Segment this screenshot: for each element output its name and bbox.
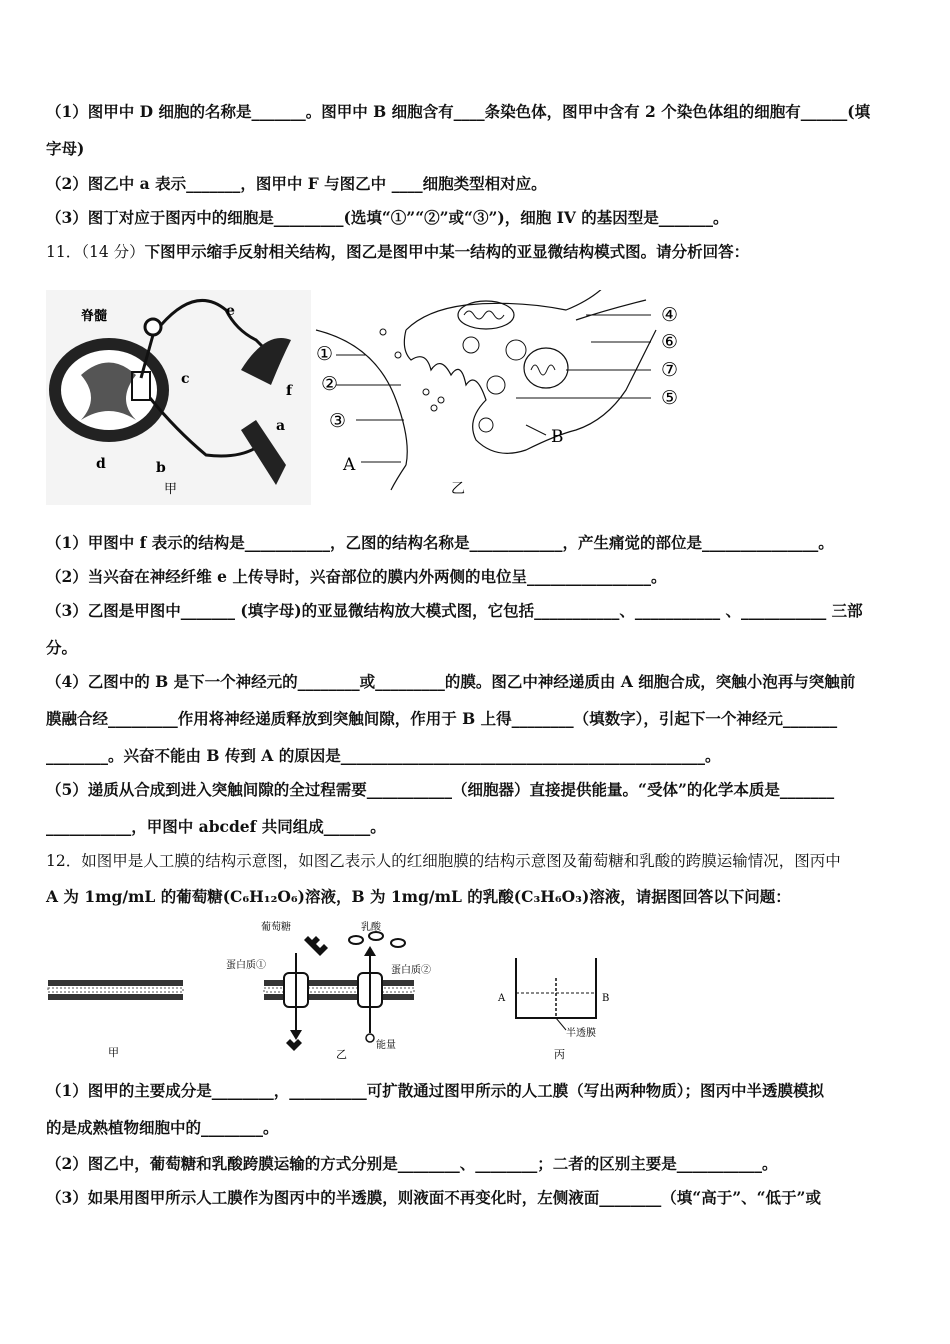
q11-sub2: （2）当兴奋在神经纤维 e 上传导时，兴奋部位的膜内外两侧的电位呈________________。 xyxy=(46,567,667,586)
vesicle-small-1 xyxy=(380,329,386,335)
caption-12-jia: 甲 xyxy=(108,1046,119,1059)
label-d: d xyxy=(96,456,106,472)
label-a: a xyxy=(276,418,286,434)
q12-stem-line2: A 为 1mg/mL 的葡萄糖(C₆H₁₂O₆)溶液，B 为 1mg/mL 的乳酸(C₃H₆O₃)溶液，请据图回答以下问题： xyxy=(46,887,791,906)
artificial-membrane-tails xyxy=(48,988,183,992)
vesicle-small-2 xyxy=(395,352,401,358)
figure-11-yi xyxy=(316,290,678,497)
label-lactate: 乳酸 xyxy=(361,922,381,933)
caption-jia: 甲 xyxy=(164,482,178,497)
vesicle-small-3 xyxy=(423,389,429,395)
label-spinal-cord: 脊髓 xyxy=(81,309,108,324)
caption-12-bing: 丙 xyxy=(554,1048,565,1061)
label-n1: ① xyxy=(316,343,334,365)
label-12-B: B xyxy=(602,993,610,1004)
label-n6: ⑥ xyxy=(661,331,679,353)
label-A: A xyxy=(343,455,356,475)
vesicle-2 xyxy=(506,340,526,360)
mitochondrion-2 xyxy=(524,348,568,388)
label-membrane: 半透膜 xyxy=(566,1028,596,1039)
vesicle-3 xyxy=(487,376,505,394)
q12-stem-line1: 12．如图甲是人工膜的结构示意图，如图乙表示人的红细胞膜的结构示意图及葡萄糖和乳酸的跨膜运输情况，图丙中 xyxy=(46,852,841,870)
lactate-molecule-1 xyxy=(349,936,363,944)
vesicle-1 xyxy=(463,337,479,353)
q12-sub3: （3）如果用图甲所示人工膜作为图丙中的半透膜，则液面不再变化时，左侧液面________（填“高于”、“低于”或 xyxy=(46,1188,821,1207)
mitochondrion-2-cristae xyxy=(531,365,555,375)
label-e: e xyxy=(226,303,235,319)
q11-sub5-line2: ___________，甲图中 abcdef 共同组成______。 xyxy=(46,817,386,836)
q12-sub1-line1: （1）图甲的主要成分是________，__________可扩散通过图甲所示的人工膜（写出两种物质）；图丙中半透膜模拟 xyxy=(46,1081,825,1100)
figure-12 xyxy=(46,918,646,1063)
label-B: B xyxy=(551,427,564,447)
artificial-membrane-top-heads xyxy=(48,980,183,986)
q11-sub4-line1: （4）乙图中的 B 是下一个神经元的________或_________的膜。图乙中神经递质由 A 细胞合成，突触小泡再与突触前 xyxy=(46,672,856,691)
lactate-arrowhead xyxy=(364,946,376,956)
q12-sub1-line2: 的是成熟植物细胞中的________。 xyxy=(46,1118,279,1137)
leader-B xyxy=(526,425,546,435)
q11-sub4-line2: 膜融合经_________作用将神经递质释放到突触间隙，作用于 B 上得________（填数字），引起下一个神经元_______ xyxy=(46,709,838,728)
label-n4: ④ xyxy=(661,304,679,326)
q11-sub4-line3: ________。兴奋不能由 B 传到 A 的原因是_______________________________________________。 xyxy=(46,746,721,765)
figure-11-jia xyxy=(46,290,311,505)
figure-12-yi xyxy=(226,920,431,1061)
label-c: c xyxy=(181,371,190,387)
label-f: f xyxy=(286,383,293,399)
caption-12-yi: 乙 xyxy=(336,1048,347,1061)
lactate-molecule-2 xyxy=(369,932,383,940)
q11-sub3-line1: （3）乙图是甲图中_______ (填字母)的亚显微结构放大模式图，它包括___________、___________ 、___________ 三部 xyxy=(46,601,863,620)
q10-sub1-line2: 字母) xyxy=(46,139,85,158)
mitochondrion-1-cristae xyxy=(464,311,504,319)
vesicle-small-4 xyxy=(431,405,437,411)
q12-sub2: （2）图乙中，葡萄糖和乳酸跨膜运输的方式分别是________、________；二者的区别主要是___________。 xyxy=(46,1154,778,1173)
label-n5: ⑤ xyxy=(661,387,679,409)
q10-sub2: （2）图乙中 a 表示_______，图甲中 F 与图乙中 ____细胞类型相对应。 xyxy=(46,174,547,193)
label-n7: ⑦ xyxy=(661,359,679,381)
energy-source xyxy=(366,1034,374,1042)
mitochondrion-1 xyxy=(458,301,514,329)
figure-12-jia xyxy=(48,980,183,1059)
label-n3: ③ xyxy=(329,410,347,432)
q10-sub3: （3）图丁对应于图丙中的细胞是_________(选填“①”“②”或“③”)，细胞 IV 的基因型是_______。 xyxy=(46,208,729,227)
q10-sub1-line1: （1）图甲中 D 细胞的名称是_______。图甲中 B 细胞含有____条染色体，图甲中含有 2 个染色体组的细胞有______(填 xyxy=(46,102,871,121)
q11-sub1: （1）甲图中 f 表示的结构是___________，乙图的结构名称是____________，产生痛觉的部位是_______________。 xyxy=(46,533,834,552)
glucose-arrowhead xyxy=(290,1030,302,1040)
q11-number: 11．（14 分） xyxy=(46,243,145,261)
label-b: b xyxy=(156,460,166,476)
label-n2: ② xyxy=(321,373,339,395)
label-12-A: A xyxy=(498,993,506,1004)
q11-text: 下图甲示缩手反射相关结构，图乙是图甲中某一结构的亚显微结构模式图。请分析回答： xyxy=(144,242,750,261)
q11-sub3-line2: 分。 xyxy=(46,638,78,657)
vesicle-small-5 xyxy=(438,397,444,403)
lactate-molecule-3 xyxy=(391,939,405,947)
q11-sub5-line1: （5）递质从合成到进入突触间隙的全过程需要___________（细胞器）直接提供能量。“受体”的化学本质是_______ xyxy=(46,780,835,799)
label-protein2: 蛋白质② xyxy=(391,965,431,976)
leader-membrane xyxy=(556,1018,566,1030)
figure-12-bing xyxy=(497,958,609,1061)
q11-stem xyxy=(46,242,908,262)
label-energy: 能量 xyxy=(376,1040,396,1051)
ganglion xyxy=(145,319,161,335)
label-protein1: 蛋白质① xyxy=(226,960,266,971)
artificial-membrane-bottom-heads xyxy=(48,994,183,1000)
figure-11 xyxy=(46,290,746,505)
vesicle-4 xyxy=(479,418,493,432)
caption-yi: 乙 xyxy=(451,481,465,497)
label-glucose: 葡萄糖 xyxy=(261,922,291,933)
